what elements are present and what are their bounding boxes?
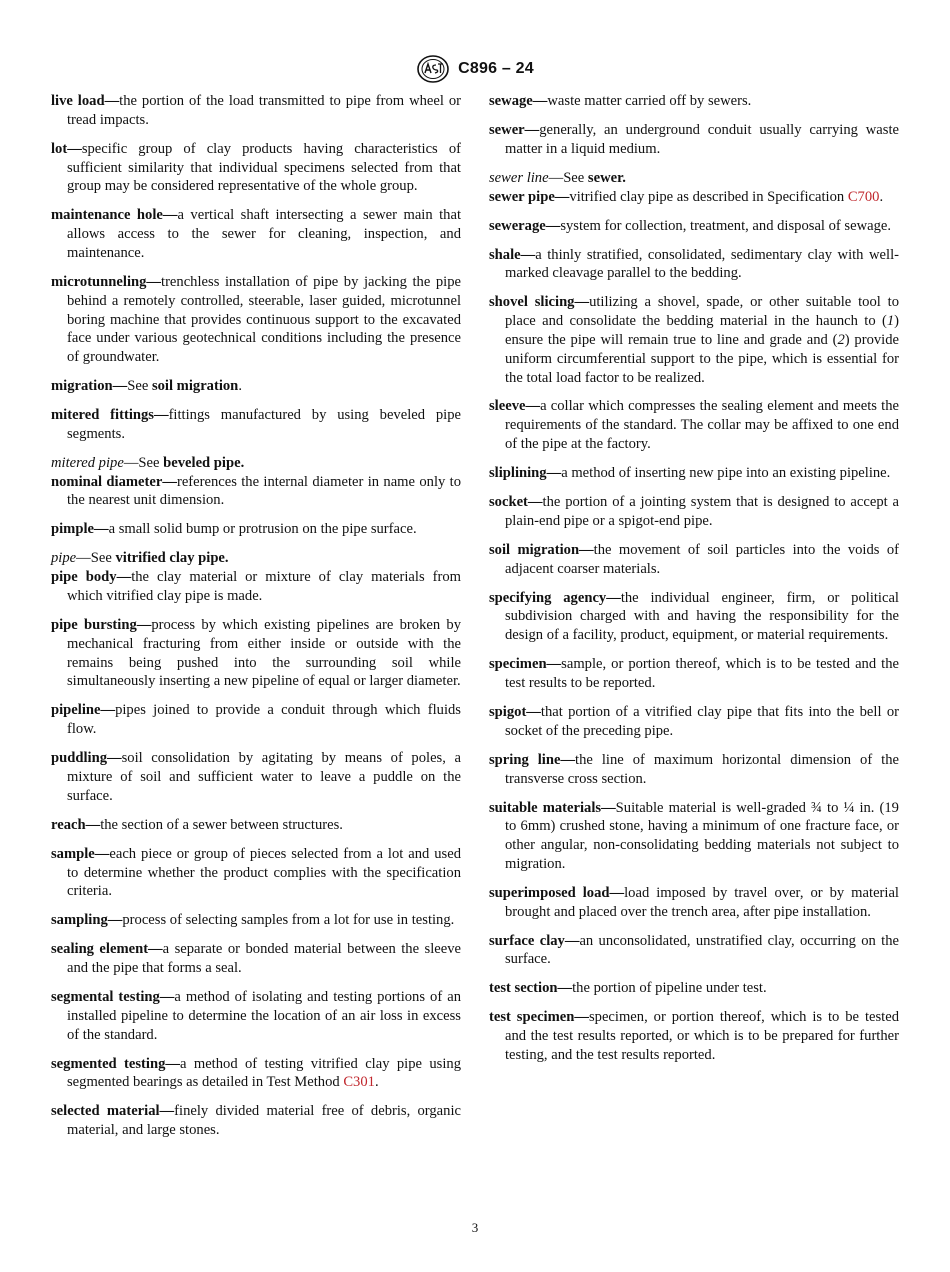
glossary-term: spigot— xyxy=(489,703,541,720)
definition-number: 1 xyxy=(886,313,895,330)
see-reference: soil migration xyxy=(151,378,239,395)
glossary-entry xyxy=(489,979,899,998)
glossary-entry xyxy=(51,206,461,262)
glossary-definition: trenchless installation of pipe by jacking the pipe behind a remotely controlled, steerable, laser guided, microtunnel boring machine that provides continuous support to the excavated face under various geotechnical conditions including the presence of groundwater. xyxy=(67,273,461,366)
glossary-definition: the individual engineer, firm, or political subdivision charged with and having the responsibility for the design of a facility, product, equipment, or material requirements. xyxy=(505,589,899,644)
glossary-term: pipe bursting— xyxy=(51,617,152,634)
glossary-definition: process by which existing pipelines are broken by mechanical fracturing from either inside or outside with the remains being pushed into the surrounding soil while simultaneously inserting a new pipeline of equal or larger diameter. xyxy=(67,617,461,690)
glossary-term: sewer line xyxy=(489,169,549,186)
glossary-definition: the section of a sewer between structures. xyxy=(100,816,343,833)
glossary-definition: a method of inserting new pipe into an existing pipeline. xyxy=(561,465,891,482)
glossary-entry xyxy=(51,845,461,901)
glossary-entry xyxy=(489,932,899,970)
glossary-definition: system for collection, treatment, and disposal of sewage. xyxy=(560,217,892,234)
glossary-definition: a small solid bump or protrusion on the pipe surface. xyxy=(108,521,417,538)
glossary-entry xyxy=(51,988,461,1044)
glossary-entry xyxy=(489,121,899,159)
glossary-definition: the movement of soil particles into the voids of adjacent coarser materials. xyxy=(505,541,899,577)
glossary-entry xyxy=(51,549,461,568)
glossary-definition: an unconsolidated, unstratified clay, occurring on the surface. xyxy=(505,932,899,968)
glossary-definition: the line of maximum horizontal dimension of the transverse cross section. xyxy=(505,751,900,787)
glossary-definition: a collar which compresses the sealing element and meets the requirements of the standard. The collar may be affixed to one end of the pipe at the factory. xyxy=(505,398,899,453)
glossary-definition: specific group of clay products having characteristics of sufficient similarity that individual specimens selected from that group may be considered representative of the whole group. xyxy=(67,140,461,195)
glossary-entry xyxy=(489,703,899,741)
glossary-entry xyxy=(51,454,461,473)
glossary-term: shovel slicing— xyxy=(489,294,590,311)
glossary-definition: each piece or group of pieces selected from a lot and used to determine whether the product complies with the specification criteria. xyxy=(67,845,461,900)
glossary-term: segmental testing— xyxy=(51,989,175,1006)
glossary-entry xyxy=(489,493,899,531)
glossary-definition: a separate or bonded material between the sleeve and the pipe that forms a seal. xyxy=(67,941,461,977)
glossary-term: microtunneling— xyxy=(51,273,162,290)
glossary-entry xyxy=(489,541,899,579)
glossary-definition-tail: . xyxy=(374,1074,379,1091)
page-number: 3 xyxy=(471,1220,479,1235)
document-id: C896 – 24 xyxy=(458,60,534,77)
glossary-definition: sample, or portion thereof, which is to be tested and the test results to be reported. xyxy=(505,656,899,691)
glossary-definition: process of selecting samples from a lot for use in testing. xyxy=(122,912,455,929)
glossary-entry xyxy=(51,520,461,539)
glossary-definition: ) provide uniform circumferential support to the pipe, which is essential for the total load factor to be realized. xyxy=(505,331,899,386)
astm-logo-icon xyxy=(416,54,450,84)
glossary-term: shale— xyxy=(489,246,536,263)
glossary-definition: a thinly stratified, consolidated, sedimentary clay with well-marked cleavage parallel to the bedding. xyxy=(505,246,899,282)
see-reference: beveled pipe. xyxy=(163,454,245,471)
glossary-definition: a method of testing vitrified clay pipe using segmented bearings as detailed in Test Method xyxy=(67,1055,461,1091)
glossary-definition: the clay material or mixture of clay materials from which vitrified clay pipe is made. xyxy=(67,569,461,605)
definition-number: 2 xyxy=(837,331,845,348)
glossary-term: test specimen— xyxy=(489,1009,589,1026)
glossary-entry xyxy=(489,589,899,645)
glossary-definition: specimen, or portion thereof, which is to be tested and the test results reported, or which is to be prepared for further testing, and the test results reported. xyxy=(505,1009,900,1064)
glossary-entry xyxy=(51,273,461,367)
glossary-term: segmented testing— xyxy=(51,1055,180,1072)
glossary-entry xyxy=(51,1055,461,1093)
glossary-term: specifying agency— xyxy=(489,589,621,606)
glossary-entry xyxy=(51,473,461,511)
glossary-definition: load imposed by travel over, or by material brought and placed over the trench area, after pipe installation. xyxy=(505,884,899,920)
glossary-term: spring line— xyxy=(489,751,576,768)
standard-link[interactable]: C301 xyxy=(343,1074,375,1091)
glossary-term: selected material— xyxy=(51,1103,175,1120)
glossary-definition: soil consolidation by agitating by means of poles, a mixture of soil and sufficient water to leave a puddle on the surface. xyxy=(67,750,461,804)
glossary-term: pimple— xyxy=(51,521,109,538)
glossary-term: specimen— xyxy=(489,656,562,673)
glossary-term: surface clay— xyxy=(489,932,580,949)
glossary-definition: pipes joined to provide a conduit through which fluids flow. xyxy=(67,702,461,738)
glossary-entry xyxy=(489,293,899,387)
glossary-entry xyxy=(51,1102,461,1140)
glossary-term: superimposed load— xyxy=(489,884,625,901)
glossary-entry xyxy=(51,940,461,978)
glossary-definition-tail: . xyxy=(238,378,242,395)
glossary-entry xyxy=(51,701,461,739)
glossary-definition: finely divided material free of debris, organic material, and large stones. xyxy=(67,1103,461,1139)
glossary-term: mitered fittings— xyxy=(51,407,169,424)
glossary-term: soil migration— xyxy=(489,541,594,558)
left-column xyxy=(51,92,461,1150)
glossary-definition-tail: . xyxy=(879,188,884,205)
glossary-entry xyxy=(489,799,899,874)
glossary-definition: See xyxy=(127,378,152,395)
glossary-entry xyxy=(51,616,461,691)
glossary-term: sliplining— xyxy=(489,465,562,482)
glossary-entry xyxy=(51,911,461,930)
glossary-entry xyxy=(489,217,899,236)
glossary-entry xyxy=(489,655,899,693)
glossary-definition: generally, an underground conduit usually carrying waste matter in a liquid medium. xyxy=(505,121,899,157)
see-reference: sewer. xyxy=(587,169,626,186)
glossary-entry xyxy=(51,377,461,396)
glossary-definition: references the internal diameter in name only to the nearest unit dimension. xyxy=(67,473,461,509)
glossary-term: sewer— xyxy=(489,121,540,138)
glossary-entry xyxy=(51,140,461,196)
glossary-entry xyxy=(489,1008,899,1064)
glossary-term: maintenance hole— xyxy=(51,207,178,224)
glossary-definition: a method of isolating and testing portions of an installed pipeline to determine the location of an air loss in excess of the standard. xyxy=(67,989,461,1043)
glossary-term: socket— xyxy=(489,494,543,511)
glossary-entry xyxy=(51,568,461,606)
glossary-entry xyxy=(489,92,899,111)
glossary-entry xyxy=(489,464,899,483)
glossary-term: sleeve— xyxy=(489,398,541,415)
glossary-term: puddling— xyxy=(51,750,122,767)
glossary-definition: waste matter carried off by sewers. xyxy=(547,93,752,109)
glossary-definition: —See xyxy=(123,454,164,471)
glossary-term: sewerage— xyxy=(489,217,561,234)
standard-link[interactable]: C700 xyxy=(847,188,880,205)
glossary-entry xyxy=(51,92,461,130)
glossary-definition: that portion of a vitrified clay pipe that fits into the bell or socket of the preceding pipe. xyxy=(505,703,899,739)
glossary-definition: Suitable material is well-graded ¾ to ¼ in. (19 to 6mm) crushed stone, having a minimum of one fracture face, or other angular, non-consolidating bedding materials not subject to migration. xyxy=(505,799,899,872)
glossary-definition: ) ensure the pipe will remain true to line and grade and ( xyxy=(505,313,899,348)
glossary-entry xyxy=(489,884,899,922)
glossary-term: pipeline— xyxy=(51,702,116,719)
glossary-entry xyxy=(489,169,899,188)
glossary-term: sewer pipe— xyxy=(489,188,570,205)
glossary-entry xyxy=(51,816,461,835)
glossary-definition: —See xyxy=(548,169,588,186)
glossary-term: migration— xyxy=(51,378,128,395)
glossary-entry xyxy=(489,751,899,789)
glossary-term: reach— xyxy=(51,816,101,833)
glossary-entry xyxy=(489,246,899,284)
glossary-term: sewage— xyxy=(489,93,548,109)
glossary-term: lot— xyxy=(51,140,82,157)
glossary-entry xyxy=(51,406,461,444)
glossary-term: live load— xyxy=(51,93,120,109)
glossary-entry xyxy=(489,188,899,207)
glossary-definition: utilizing a shovel, spade, or other suitable tool to place and consolidate the bedding material in the haunch to ( xyxy=(505,294,899,330)
glossary-term: pipe xyxy=(51,550,77,567)
glossary-definition: the portion of a jointing system that is designed to accept a plain-end pipe or a spigot-end pipe. xyxy=(505,494,899,529)
glossary-definition: the portion of pipeline under test. xyxy=(572,980,767,997)
glossary-definition: vitrified clay pipe as described in Specification xyxy=(569,188,848,205)
glossary-definition: —See xyxy=(76,550,116,567)
glossary-term: test section— xyxy=(489,980,573,997)
glossary-definition: a vertical shaft intersecting a sewer main that allows access to the sewer for cleaning, inspection, and maintenance. xyxy=(67,207,462,261)
see-reference: vitrified clay pipe. xyxy=(115,550,229,567)
right-column xyxy=(489,92,899,1075)
glossary-term: sealing element— xyxy=(51,941,163,958)
glossary-definition: the portion of the load transmitted to pipe from wheel or tread impacts. xyxy=(67,93,461,128)
glossary-term: sampling— xyxy=(51,912,123,929)
glossary-term: suitable materials— xyxy=(489,799,616,816)
glossary-term: sample— xyxy=(51,845,110,862)
glossary-definition: fittings manufactured by using beveled pipe segments. xyxy=(67,407,461,442)
glossary-term: pipe body— xyxy=(51,569,132,586)
page-header xyxy=(0,54,950,89)
glossary-entry xyxy=(489,397,899,453)
glossary-term: mitered pipe xyxy=(51,454,124,471)
glossary-entry xyxy=(51,749,461,805)
glossary-term: nominal diameter— xyxy=(51,473,177,490)
